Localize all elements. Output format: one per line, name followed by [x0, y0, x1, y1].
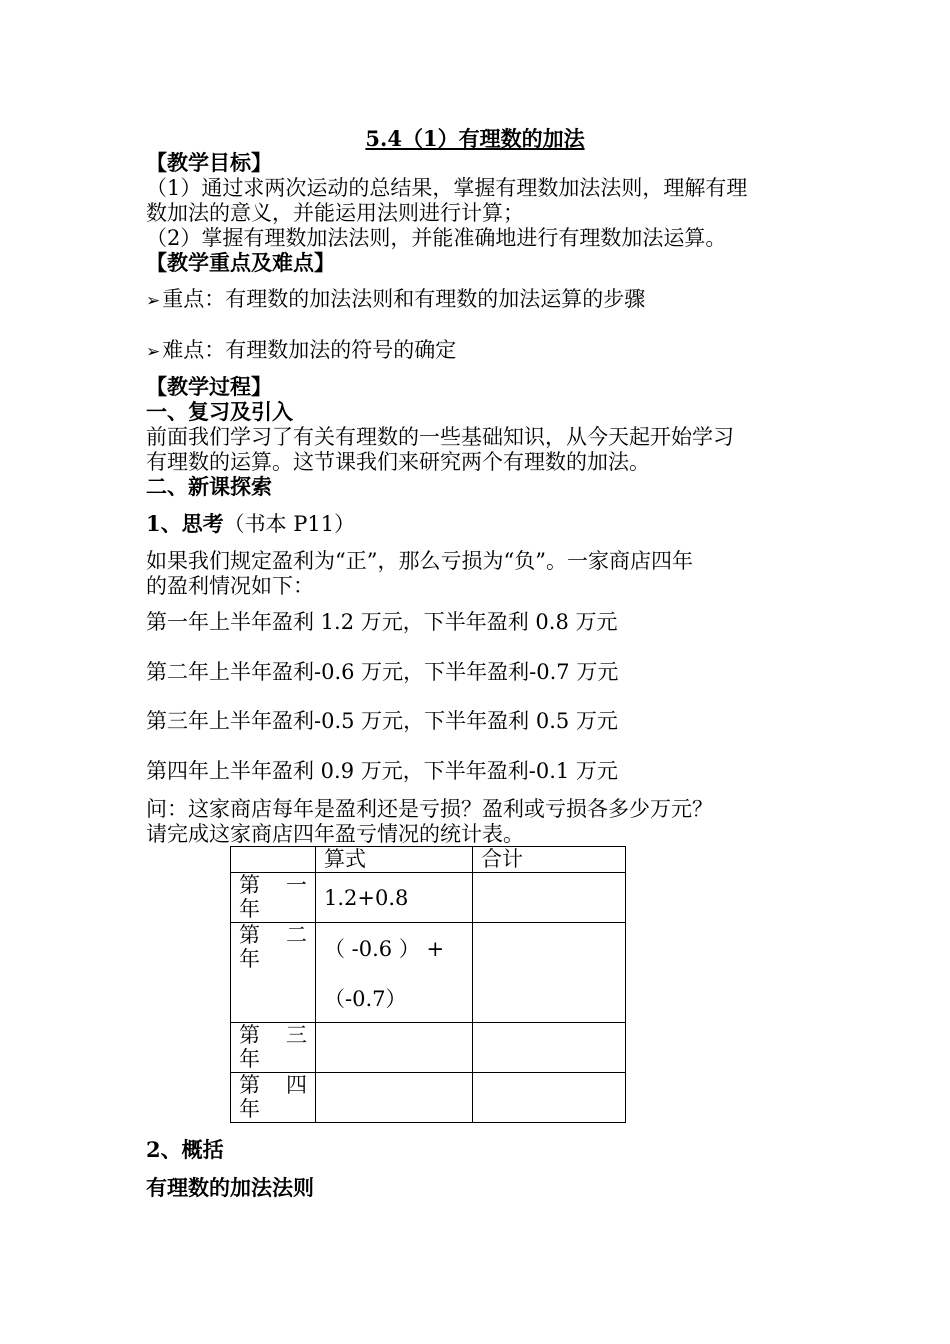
total-cell: [473, 873, 626, 923]
formula-line: （ -0.6 ） +: [324, 937, 445, 961]
intro-line: 的盈利情况如下：: [146, 574, 314, 598]
table-header-cell: 算式: [316, 847, 473, 873]
section1-line: 前面我们学习了有关有理数的一些基础知识，从今天起开始学习: [146, 425, 734, 449]
year-cell: [231, 873, 316, 923]
difficulty-point: [146, 337, 456, 365]
keypoints-heading: 【教学重点及难点】: [146, 250, 335, 275]
objective-line: （2）掌握有理数加法法则，并能准确地进行有理数加法运算。: [146, 226, 727, 250]
formula-cell: [316, 1023, 473, 1073]
year-char: 第: [239, 1023, 260, 1047]
year-char: 年: [239, 897, 260, 921]
total-cell: [473, 923, 626, 1023]
year-line: 第四年上半年盈利 0.9 万元，下半年盈利-0.1 万元: [146, 759, 618, 783]
year-cell: [231, 1073, 316, 1123]
think-ref: （书本 P11）: [223, 512, 356, 536]
year-cell: [231, 923, 316, 1023]
year-char: 三: [286, 1023, 307, 1047]
year-char: 四: [286, 1073, 307, 1097]
profit-table: [230, 846, 626, 1123]
table-header-row: [231, 847, 626, 873]
rule-heading: 有理数的加法法则: [146, 1175, 314, 1200]
objectives-heading: 【教学目标】: [146, 150, 272, 175]
year-char: 年: [239, 947, 260, 971]
year-char: 第: [239, 873, 260, 897]
arrow-bullet-icon: ➢: [146, 342, 161, 362]
total-cell: [473, 1073, 626, 1123]
formula-cell: [316, 1073, 473, 1123]
table-row: [231, 923, 626, 1023]
objective-line: （1）通过求两次运动的总结果，掌握有理数加法法则，理解有理: [146, 176, 748, 200]
think-line: [146, 511, 355, 537]
summary-heading: 2、概括: [146, 1137, 224, 1162]
formula-line: （-0.7）: [324, 987, 407, 1011]
year-char: 第: [239, 923, 260, 947]
table-row: [231, 1073, 626, 1123]
think-label: 1、思考: [146, 511, 224, 536]
year-char: 一: [286, 873, 307, 897]
formula-cell: [316, 923, 473, 1023]
total-cell: [473, 1023, 626, 1073]
year-cell: [231, 1023, 316, 1073]
year-char: 二: [286, 923, 307, 947]
year-line: 第三年上半年盈利-0.5 万元，下半年盈利 0.5 万元: [146, 709, 618, 733]
year-line: 第一年上半年盈利 1.2 万元，下半年盈利 0.8 万元: [146, 610, 618, 634]
intro-line: 如果我们规定盈利为“正”，那么亏损为“负”。一家商店四年: [146, 549, 693, 573]
arrow-bullet-icon: ➢: [146, 291, 161, 311]
focus-point: [146, 286, 645, 314]
table-header-cell: [231, 847, 316, 873]
focus-text: 重点：有理数的加法法则和有理数的加法运算的步骤: [162, 287, 646, 311]
formula-cell: 1.2+0.8: [316, 873, 473, 923]
process-heading: 【教学过程】: [146, 374, 272, 399]
year-char: 年: [239, 1047, 260, 1071]
year-char: 年: [239, 1097, 260, 1121]
section1-heading: 一、复习及引入: [146, 399, 293, 424]
table-header-cell: 合计: [473, 847, 626, 873]
year-char: 第: [239, 1073, 260, 1097]
table-row: [231, 873, 626, 923]
section2-heading: 二、新课探索: [146, 474, 272, 499]
difficulty-text: 难点：有理数加法的符号的确定: [162, 338, 457, 362]
page-title: 5.4（1）有理数的加法: [365, 126, 585, 151]
question-line: 问：这家商店每年是盈利还是亏损？盈利或亏损各多少万元？: [146, 797, 713, 821]
question-line: 请完成这家商店四年盈亏情况的统计表。: [146, 822, 524, 846]
objective-line: 数加法的意义，并能运用法则进行计算；: [146, 201, 524, 225]
table-row: [231, 1023, 626, 1073]
section1-line: 有理数的运算。这节课我们来研究两个有理数的加法。: [146, 450, 650, 474]
year-line: 第二年上半年盈利-0.6 万元，下半年盈利-0.7 万元: [146, 660, 619, 684]
